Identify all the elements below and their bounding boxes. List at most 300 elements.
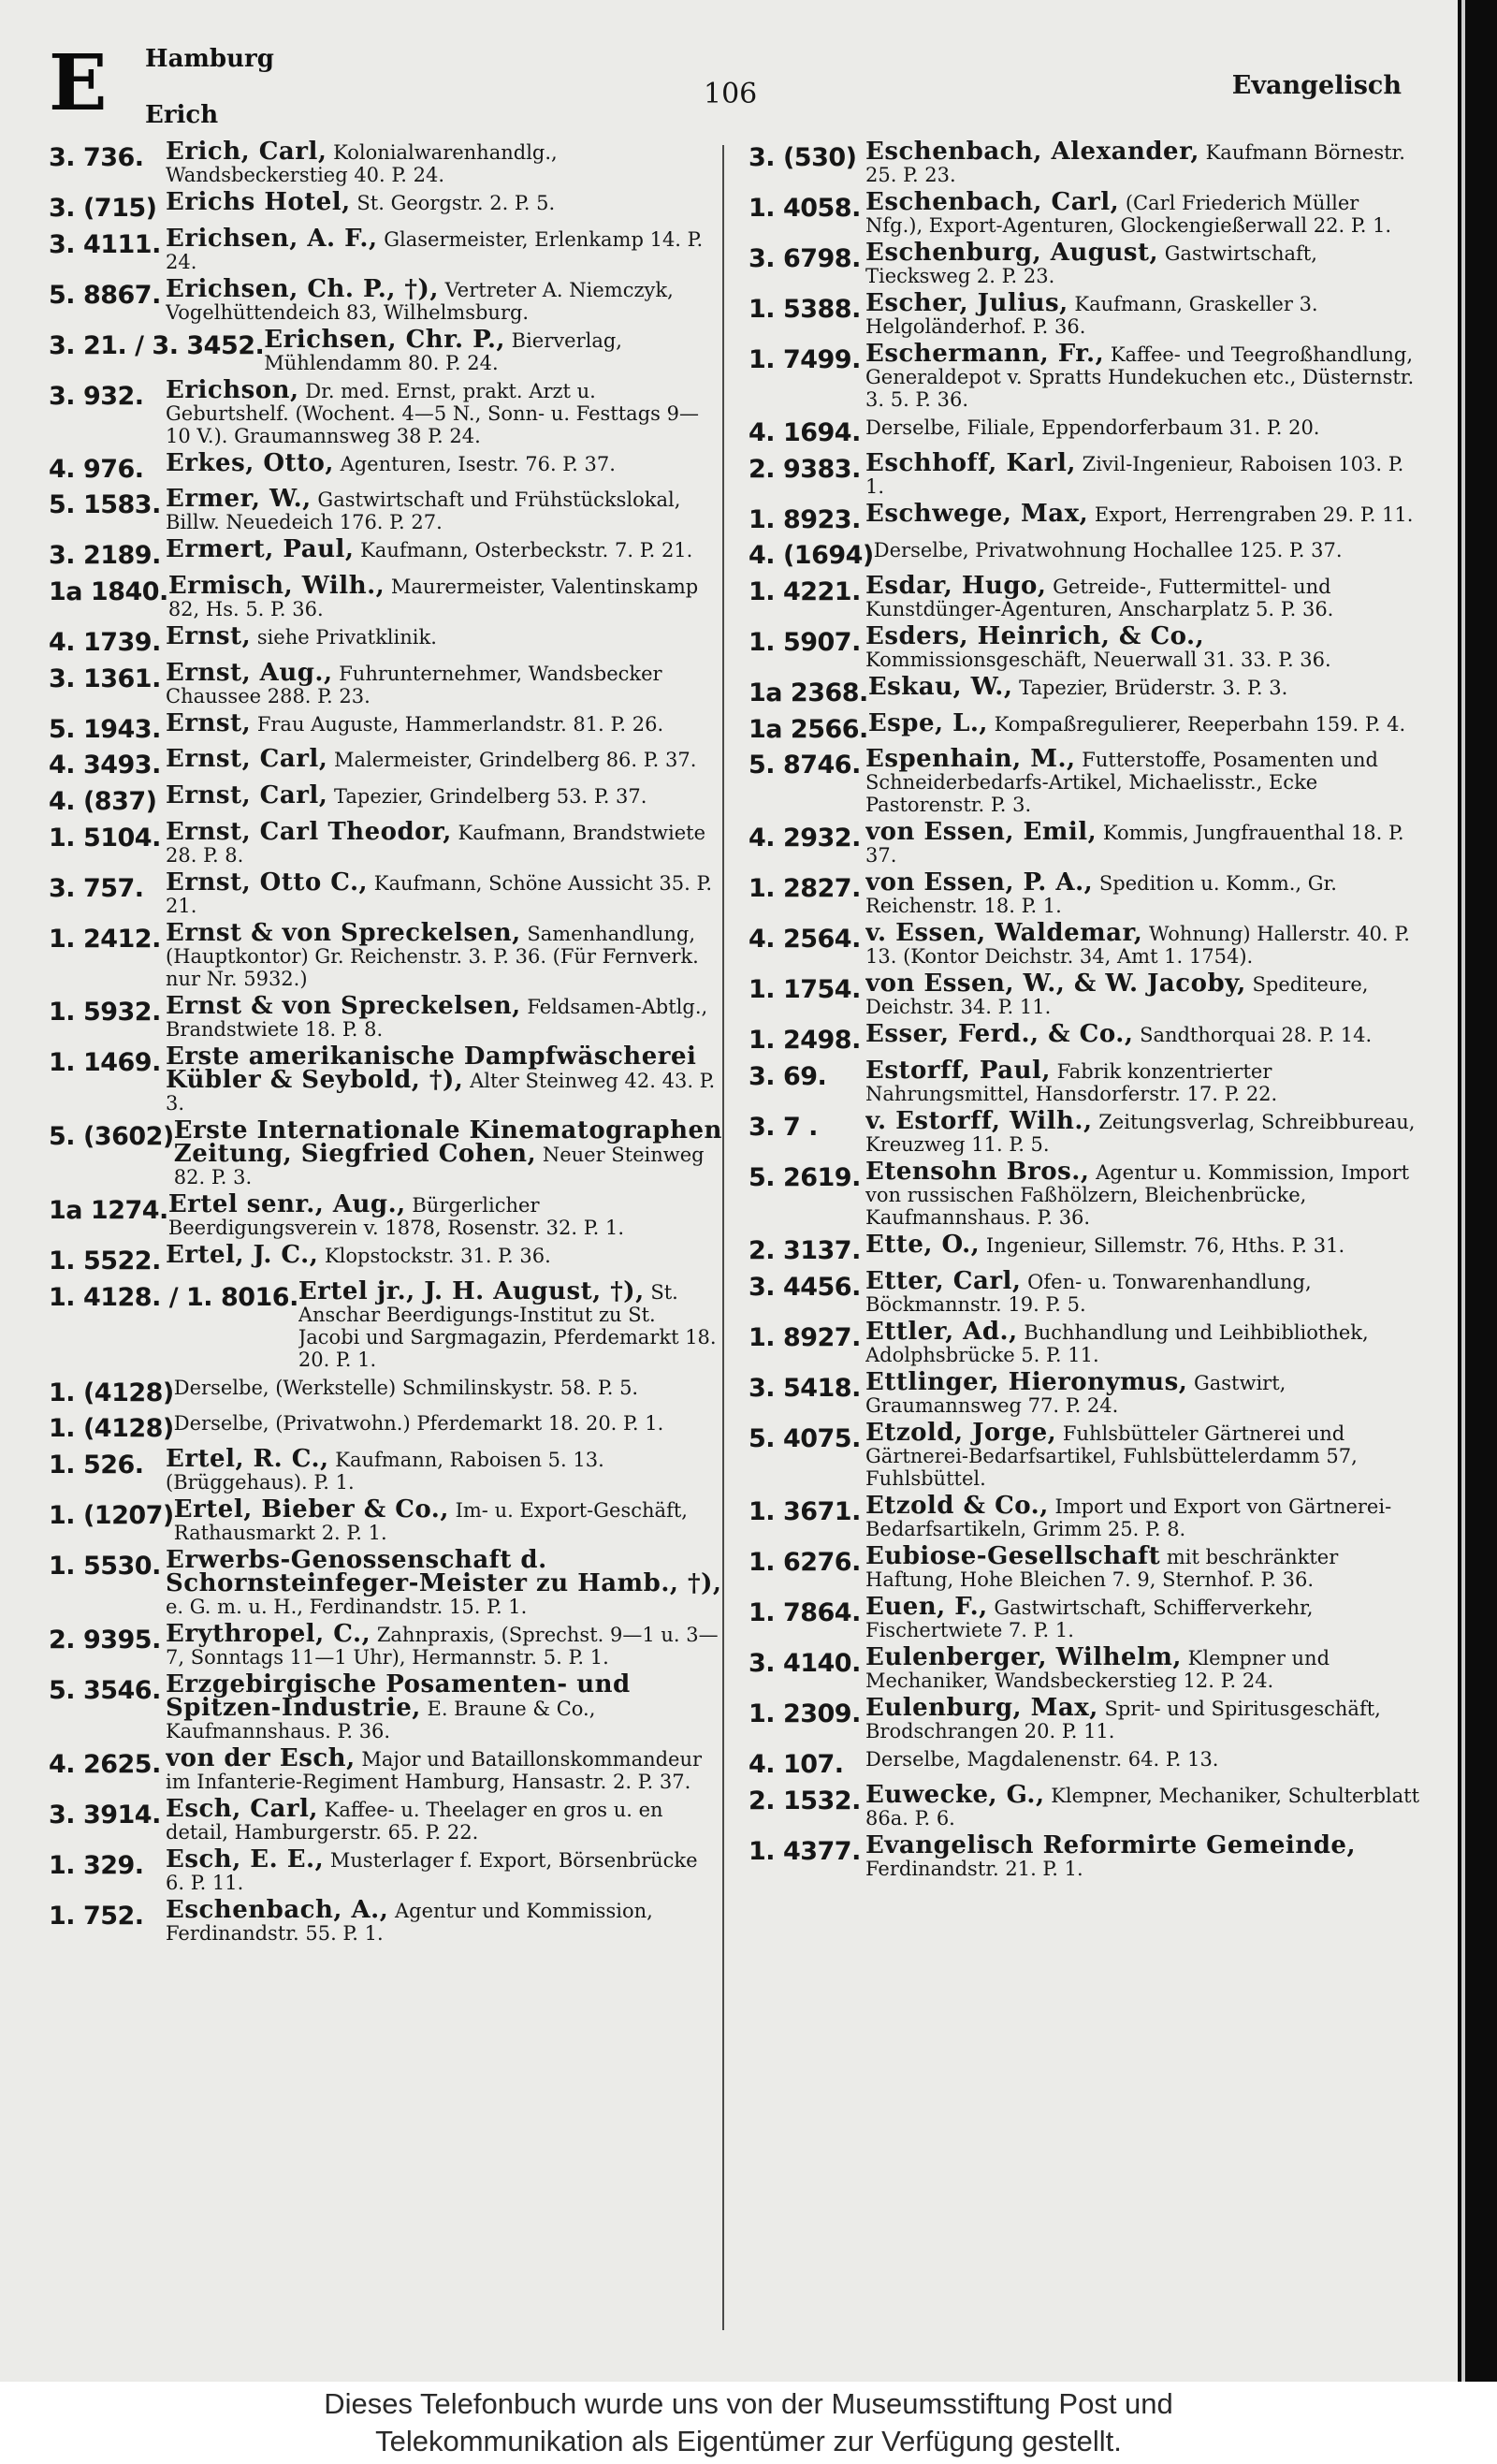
subscriber-name: Ernst, Aug., [166,661,333,687]
entry-text [868,676,1422,707]
directory-entry [748,452,1422,498]
directory-entry [49,1193,722,1239]
entry-text [865,922,1422,968]
subscriber-name: Erichson, [166,378,299,404]
phone-number: 3. (715) [49,194,157,223]
subscriber-name: Erichs Hotel, [166,191,351,216]
phone-number: 1. 329. [49,1850,144,1880]
subscriber-name: von Essen, W., & W. Jacoby, [865,972,1246,999]
entry-text [865,1160,1422,1229]
subscriber-name: Ertel senr., Aug., [167,1192,406,1218]
subscriber-details: Kolonialwarenhandlg., Wandsbeckerstieg 40. P. 24. [166,141,558,186]
phone-number: 1. 5932. [49,997,161,1027]
phone-number: 1. 752. [49,1901,144,1931]
subscriber-details: Major und Bataillonskommandeur im Infanterie-Regiment Hamburg, Hansastr. 2. P. 37. [166,1747,703,1793]
subscriber-details: Tapezier, Brüderstr. 3. P. 3. [1019,677,1288,700]
entry-text [874,538,1422,570]
subscriber-name: Ettlinger, Hieronymus, [865,1370,1188,1396]
phone-number: 1. 5530. [49,1551,161,1581]
subscriber-name: Ettler, Ad., [865,1319,1018,1346]
subscriber-details: Derselbe, (Werkstelle) Schmilinskystr. 58. P. 5. [173,1376,639,1399]
entry-text [865,748,1422,816]
directory-entry [748,871,1422,917]
subscriber-name: Esser, Ferd., & Co., [865,1023,1134,1049]
entry-text [868,712,1422,744]
phone-number: 1a 1274. [49,1195,168,1225]
subscriber-details: Agenturen, Isestr. 76. P. 37. [340,452,616,475]
subscriber-name: Eschenburg, August, [865,241,1159,267]
phone-number: 1. 6276. [748,1547,861,1577]
directory-entry [748,191,1422,237]
left-column [49,140,722,1949]
phone-number: 5. 4075. [748,1423,861,1453]
subscriber-name: Erichsen, Chr. P., [264,328,505,354]
subscriber-name: von Essen, Emil, [865,821,1097,847]
directory-entry [49,452,722,484]
subscriber-name: Euwecke, G., [865,1783,1045,1809]
entry-text [166,748,722,780]
directory-entry [49,1899,722,1945]
directory-entry [49,1119,722,1188]
subscriber-details: e. G. m. u. H., Ferdinandstr. 15. P. 1. [166,1595,528,1618]
directory-entry [748,292,1422,338]
subscriber-details: Klempner, Mechaniker, Schulterblatt 86a. P. 6. [865,1784,1420,1830]
phone-number: 3. 4111. [49,229,161,259]
subscriber-name: Ertel jr., J. H. August, †), [298,1279,645,1305]
entry-text [166,821,722,867]
phone-number: 1. (1207) [49,1500,174,1530]
subscriber-details: Futterstoffe, Posamenten und Schneiderbedarfs-Artikel, Michaelisstr., Ecke Pastorenstr. P. 3. [865,749,1378,817]
directory-entry [49,1747,722,1793]
phone-number: 5. (3602) [49,1121,174,1151]
subscriber-details: Vertreter A. Niemczyk, Vogelhüttendeich 83, Wilhelmsburg. [166,278,674,324]
subscriber-details: Gastwirtschaft und Frühstückslokal, Billw. Neuedeich 176. P. 27. [166,488,681,534]
subscriber-details: Bürgerlicher Beerdigungsverein v. 1878, Rosenstr. 32. P. 1. [167,1193,625,1239]
directory-entry [49,1448,722,1494]
phone-number: 1. 7499. [748,345,861,374]
directory-entry [748,538,1422,570]
subscriber-details: Agentur u. Kommission, Import von russischen Faßhölzern, Bleichenbrücke, Kaufmannshaus. P. 36. [865,1161,1410,1230]
subscriber-details: Kaufmann, Raboisen 5. 13. (Brüggehaus). P. 1. [166,1448,604,1494]
subscriber-details: Tapezier, Grindelberg 53. P. 37. [334,785,647,809]
subscriber-details: Kaufmann, Schöne Aussicht 35. P. 21. [166,871,713,917]
subscriber-name: Eulenberger, Wilhelm, [865,1645,1182,1671]
subscriber-details: Gastwirtschaft, Tiecksweg 2. P. 23. [865,242,1317,287]
directory-entry [49,1376,722,1407]
directory-entry [49,662,722,707]
subscriber-name: Eschwege, Max, [865,502,1089,528]
subscriber-name: Etter, Carl, [865,1269,1022,1295]
subscriber-details: Kommissionsgeschäft, Neuerwall 31. 33. P. 36. [865,649,1331,672]
phone-number: 4. 2564. [748,925,861,955]
phone-number: 1a 1840. [49,577,168,607]
entry-text [865,1646,1422,1692]
subscriber-details: Kaffee- u. Theelager en gros u. en detail, Hamburgerstr. 65. P. 22. [166,1798,663,1844]
entry-text [865,1023,1422,1055]
subscriber-name: Ermert, Paul, [166,538,355,564]
subscriber-details: Klopstockstr. 31. P. 36. [324,1244,551,1267]
subscriber-name: Eubiose-Gesellschaft [865,1544,1161,1570]
subscriber-name: Ette, O., [865,1233,981,1260]
phone-number: 3. 7 . [748,1113,818,1143]
phone-number: 1. 1469. [49,1047,161,1077]
subscriber-name: Ernst, [166,625,252,651]
directory-entry [49,1848,722,1894]
phone-number: 1. 3671. [748,1496,861,1526]
subscriber-details: Derselbe, Filiale, Eppendorferbaum 31. P. 20. [865,416,1320,439]
phone-number: 1. 8923. [748,504,861,534]
phone-number: 2. 1532. [748,1786,861,1815]
subscriber-details: Ofen- u. Tonwarenhandlung, Böckmannstr. 19. P. 5. [865,1270,1312,1316]
entry-text [166,995,722,1041]
directory-entry [49,821,722,867]
entry-text [865,1371,1422,1417]
directory-entry [49,1673,722,1742]
directory-entry [748,748,1422,816]
subscriber-details: Fuhlsbütteler Gärtnerei und Gärtnerei-Bedarfsartikel, Fuhlsbüttelerdamm 57, Fuhlsbüttel. [865,1422,1358,1490]
subscriber-name: Erzgebirgische Posamenten- und Spitzen-Industrie, [166,1672,631,1722]
subscriber-name: Eskau, W., [867,676,1013,702]
directory-entry [49,922,722,990]
directory-entry [748,1233,1422,1265]
phone-number: 3. 1361. [49,663,161,693]
subscriber-name: v. Essen, Waldemar, [865,922,1143,948]
subscriber-details: Ingenieur, Sillemstr. 76, Hths. P. 31. [985,1234,1345,1258]
phone-number: 3. 3914. [49,1800,161,1830]
directory-entry [748,1834,1422,1880]
phone-number: 4. 2932. [748,824,861,853]
phone-number: 1. 2412. [49,924,161,954]
directory-entry [49,995,722,1041]
entry-text [166,922,722,990]
phone-number: 3. 4456. [748,1272,861,1302]
entry-text [166,662,722,707]
subscriber-details: Kaufmann, Graskeller 3. Helgoländerhof. P. 36. [865,293,1318,338]
subscriber-details: Export, Herrengraben 29. P. 11. [1094,503,1414,526]
phone-number: 1. 4128. / 1. 8016. [49,1282,298,1312]
directory-entry [748,1494,1422,1540]
entry-text [168,1193,722,1239]
directory-entry [748,1371,1422,1417]
phone-number: 4. 3493. [49,751,161,780]
phone-number: 3. 69. [748,1062,827,1092]
phone-number: 4. 2625. [49,1749,161,1779]
entry-text [166,488,722,533]
subscriber-details: Sprit- und Spiritusgeschäft, Brodschrangen 20. P. 11. [865,1697,1381,1742]
subscriber-name: Ernst, Carl Theodor, [166,820,452,846]
subscriber-details: Getreide-, Futtermittel- und Kunstdünger-Agenturen, Anscharplatz 5. P. 36. [865,576,1334,621]
header-catchword-left: Erich [145,101,219,129]
entry-text [166,625,722,657]
subscriber-name: Ernst, Carl, [166,748,328,774]
phone-number: 3. (530) [748,143,857,172]
entry-text [174,1376,722,1407]
subscriber-name: v. Estorff, Wilh., [865,1110,1093,1136]
section-letter: E [49,38,108,128]
subscriber-name: Erste amerikanische Dampfwäscherei Kübler & Seybold, †), [166,1044,697,1094]
phone-number: 4. 1739. [49,628,161,658]
entry-text [865,1494,1422,1540]
directory-entry [748,1320,1422,1366]
directory-entry [49,328,722,374]
subscriber-details: Derselbe, Privatwohnung Hochallee 125. P. 37. [873,539,1343,562]
subscriber-details: Im- u. Export-Geschäft, Rathausmarkt 2. P. 1. [173,1498,688,1544]
phone-number: 3. 736. [49,143,144,172]
subscriber-details: Buchhandlung und Leihbibliothek, Adolphsbrücke 5. P. 11. [865,1320,1369,1366]
page-header [0,0,1458,140]
directory-entry [49,1549,722,1618]
subscriber-details: Malermeister, Grindelberg 86. P. 37. [334,749,697,772]
subscriber-details: mit beschränkter Haftung, Hohe Bleichen 7. 9, Sternhof. P. 36. [865,1545,1339,1591]
subscriber-details: Derselbe, Magdalenenstr. 64. P. 13. [865,1747,1219,1771]
directory-entry [748,712,1422,744]
entry-text [166,379,722,447]
entry-text [865,292,1422,338]
phone-number: 3. 5418. [748,1373,861,1403]
entry-text [166,1798,722,1844]
entry-text [166,191,722,223]
subscriber-details: (Carl Friederich Müller Nfg.), Export-Agenturen, Glockengießerwall 22. P. 1. [865,192,1392,237]
entry-text [166,1244,722,1276]
phone-number: 4. 976. [49,454,144,484]
phone-number: 5. 8746. [748,751,861,780]
phone-number: 5. 1943. [49,714,161,744]
subscriber-details: Derselbe, (Privatwohn.) Pferdemarkt 18. 20. P. 1. [173,1412,664,1436]
phone-number: 5. 8867. [49,280,161,310]
subscriber-details: Zivil-Ingenieur, Raboisen 103. P. 1. [865,452,1404,498]
directory-entry [49,140,722,186]
phone-number: 1. 2309. [748,1699,861,1728]
phone-number: 1a 2566. [748,714,868,744]
subscriber-details: Klempner und Mechaniker, Wandsbeckerstieg 12. P. 24. [865,1646,1330,1692]
subscriber-details: Kaffee- und Teegroßhandlung, Generaldepot v. Spratts Hundekuchen etc., Düsternstr. 3. 5. P. 36. [865,343,1415,411]
directory-entry [748,1110,1422,1156]
entry-text [865,503,1422,534]
directory-entry [748,1023,1422,1055]
subscriber-name: Eschenbach, Alexander, [865,140,1199,166]
entry-text [865,1059,1422,1105]
directory-entry [49,625,722,657]
directory-entry [49,1623,722,1669]
entry-text [865,1320,1422,1366]
entry-text [865,1233,1422,1265]
subscriber-name: Erkes, Otto, [166,451,334,477]
directory-entry [748,1596,1422,1641]
subscriber-name: Espenhain, M., [865,748,1076,774]
directory-entry [748,343,1422,411]
subscriber-name: Etzold & Co., [865,1494,1049,1520]
phone-number: 2. 3137. [748,1236,861,1266]
subscriber-details: Alter Steinweg 42. 43. P. 3. [166,1069,716,1115]
directory-entry [748,503,1422,534]
directory-entry [748,625,1422,671]
subscriber-name: Eschhoff, Karl, [865,451,1076,477]
phone-number: 3. 4140. [748,1648,861,1678]
entry-text [174,1498,722,1544]
entry-text [166,1848,722,1894]
entry-text [865,1422,1422,1490]
phone-number: 3. 2189. [49,541,161,571]
subscriber-details: Feldsamen-Abtlg., Brandstwiete 18. P. 8. [166,995,708,1041]
subscriber-name: Erwerbs-Genossenschaft d. Schornsteinfeger-Meister zu Hamb., †), [166,1548,722,1597]
phone-number: 1. 4058. [748,194,861,223]
entry-text [168,575,722,620]
subscriber-name: von der Esch, [166,1746,356,1772]
entry-text [166,712,722,744]
subscriber-name: Ernst, Otto C., [166,870,369,897]
phone-number: 1. 2498. [748,1026,861,1056]
subscriber-name: Esdar, Hugo, [865,575,1047,601]
phone-number: 4. (837) [49,787,157,817]
entry-text [865,625,1422,671]
subscriber-details: Samenhandlung, (Hauptkontor) Gr. Reichenstr. 3. P. 36. (Für Fernverk. nur Nr. 5932.) [166,922,699,990]
directory-entry [49,1798,722,1844]
phone-number: 3. 21. / 3. 3452. [49,330,265,360]
subscriber-name: Ermer, W., [166,488,312,514]
subscriber-name: Espe, L., [867,711,988,737]
phone-number: 1. 5104. [49,823,161,853]
directory-entry [748,140,1422,186]
subscriber-name: Ertel, R. C., [166,1447,329,1473]
directory-entry [748,1270,1422,1316]
directory-entry [49,488,722,533]
entry-text [166,278,722,324]
subscriber-name: Etzold, Jorge, [865,1421,1057,1447]
entry-text [865,1110,1422,1156]
phone-number: 3. 932. [49,381,144,411]
subscriber-details: Maurermeister, Valentinskamp 82, Hs. 5. P. 36. [167,576,699,621]
entry-text [865,871,1422,917]
directory-entry [748,241,1422,287]
subscriber-details: E. Braune & Co., Kaufmannshaus. P. 36. [166,1697,596,1742]
entry-text [166,452,722,484]
entry-text [298,1280,722,1371]
entry-text [865,1697,1422,1742]
subscriber-details: Kompaßregulierer, Reeperbahn 159. P. 4. [994,712,1406,736]
entry-text [174,1119,722,1188]
entry-text [166,1623,722,1669]
entry-text [865,1834,1422,1880]
subscriber-details: Zahnpraxis, (Sprechst. 9—1 u. 3—7, Sonntags 11—1 Uhr), Hermannstr. 5. P. 1. [166,1623,719,1669]
phone-number: 5. 2619. [748,1163,861,1193]
entry-text [865,1747,1422,1779]
entry-text [166,1045,722,1115]
subscriber-name: Esch, E. E., [166,1847,325,1874]
subscriber-details: Bierverlag, Mühlendamm 80. P. 24. [264,328,622,374]
subscriber-details: Gastwirtschaft, Schifferverkehr, Fischertwiete 7. P. 1. [865,1596,1314,1641]
phone-number: 1. 5907. [748,628,861,658]
directory-entry [748,676,1422,707]
subscriber-name: von Essen, P. A., [865,871,1094,897]
subscriber-name: Ernst, [166,711,252,737]
subscriber-details: St. Anschar Beerdigungs-Institut zu St. Jacobi und Sargmagazin, Pferdemarkt 18. 20. P. 1. [298,1280,717,1371]
subscriber-details: Kaufmann, Osterbeckstr. 7. P. 21. [360,539,693,562]
directory-entry [748,416,1422,447]
footer-line-2: Telekommunikation als Eigentümer zur Verfügung gestellt. [375,2425,1122,2457]
footer-line-1: Dieses Telefonbuch wurde uns von der Museumsstiftung Post und [324,2387,1173,2420]
directory-entry [49,575,722,620]
entry-text [166,1448,722,1494]
scan-edge-line [1461,0,1465,2382]
directory-entry [748,1747,1422,1779]
phone-number: 4. 1694. [748,418,861,447]
subscriber-details: Wohnung) Hallerstr. 40. P. 13. (Kontor Deichstr. 34, Amt 1. 1754). [865,923,1410,969]
subscriber-name: Erste Internationale Kinematographen Zeitung, Siegfried Cohen, [173,1118,722,1168]
entry-text [865,1596,1422,1641]
entry-text [166,1747,722,1793]
subscriber-details: Kaufmann, Brandstwiete 28. P. 8. [166,821,706,867]
directory-entry [49,191,722,223]
subscriber-name: Esders, Heinrich, & Co., [865,625,1205,651]
directory-entry [748,1160,1422,1229]
directory-entry [49,1411,722,1443]
phone-number: 4. 107. [748,1749,844,1779]
directory-entry [49,784,722,816]
directory-entry [748,972,1422,1018]
subscriber-details: Ferdinandstr. 21. P. 1. [865,1857,1083,1880]
subscriber-name: Erichsen, A. F., [166,226,378,253]
directory-entry [748,1646,1422,1692]
phone-number: 1. (4128) [49,1378,174,1407]
subscriber-details: Frau Auguste, Hammerlandstr. 81. P. 26. [256,712,664,736]
phone-number: 1. 2827. [748,874,861,904]
entry-text [166,140,722,186]
phone-number: 3. 757. [49,873,144,903]
subscriber-name: Erich, Carl, [166,140,327,166]
entry-text [865,343,1422,411]
entry-text [865,821,1422,867]
subscriber-details: siehe Privatklinik. [256,626,437,649]
phone-number: 1. (4128) [49,1414,174,1444]
directory-entry [49,1045,722,1115]
subscriber-name: Eschenbach, A., [166,1898,389,1924]
directory-entry [49,712,722,744]
phone-number: 1a 2368. [748,678,868,708]
phone-number: 2. 9383. [748,454,861,484]
directory-entry [748,575,1422,620]
subscriber-details: Kaufmann Börnestr. 25. P. 23. [865,141,1405,186]
subscriber-details: Agentur und Kommission, Ferdinandstr. 55. P. 1. [166,1899,653,1945]
phone-number: 1. 8927. [748,1322,861,1352]
subscriber-details: Fabrik konzentrierter Nahrungsmittel, Hansdorferstr. 17. P. 22. [865,1060,1278,1106]
directory-entry [748,1059,1422,1105]
directory-entry [49,227,722,273]
entry-text [865,241,1422,287]
entry-text [174,1411,722,1443]
entry-text [865,452,1422,498]
directory-entry [748,821,1422,867]
entry-text [865,191,1422,237]
entry-text [166,784,722,816]
entry-text [865,575,1422,620]
header-city: Hamburg [145,45,274,73]
entry-text [865,1270,1422,1316]
subscriber-details: St. Georgstr. 2. P. 5. [356,192,556,214]
footer-notice [0,2382,1497,2464]
subscriber-name: Euen, F., [865,1595,988,1621]
subscriber-name: Erichsen, Ch. P., †), [166,277,439,303]
directory-entry [49,278,722,324]
header-catchword-right: Evangelisch [1231,71,1402,100]
entry-text [865,972,1422,1018]
phone-number: 4. (1694) [748,541,874,571]
subscriber-details: Gastwirt, Graumannsweg 77. P. 24. [865,1371,1286,1417]
phone-number: 1. 4221. [748,577,861,607]
subscriber-name: Eulenburg, Max, [865,1696,1098,1722]
directory-entry [748,922,1422,968]
entry-text [166,227,722,273]
directory-entry [49,1244,722,1276]
